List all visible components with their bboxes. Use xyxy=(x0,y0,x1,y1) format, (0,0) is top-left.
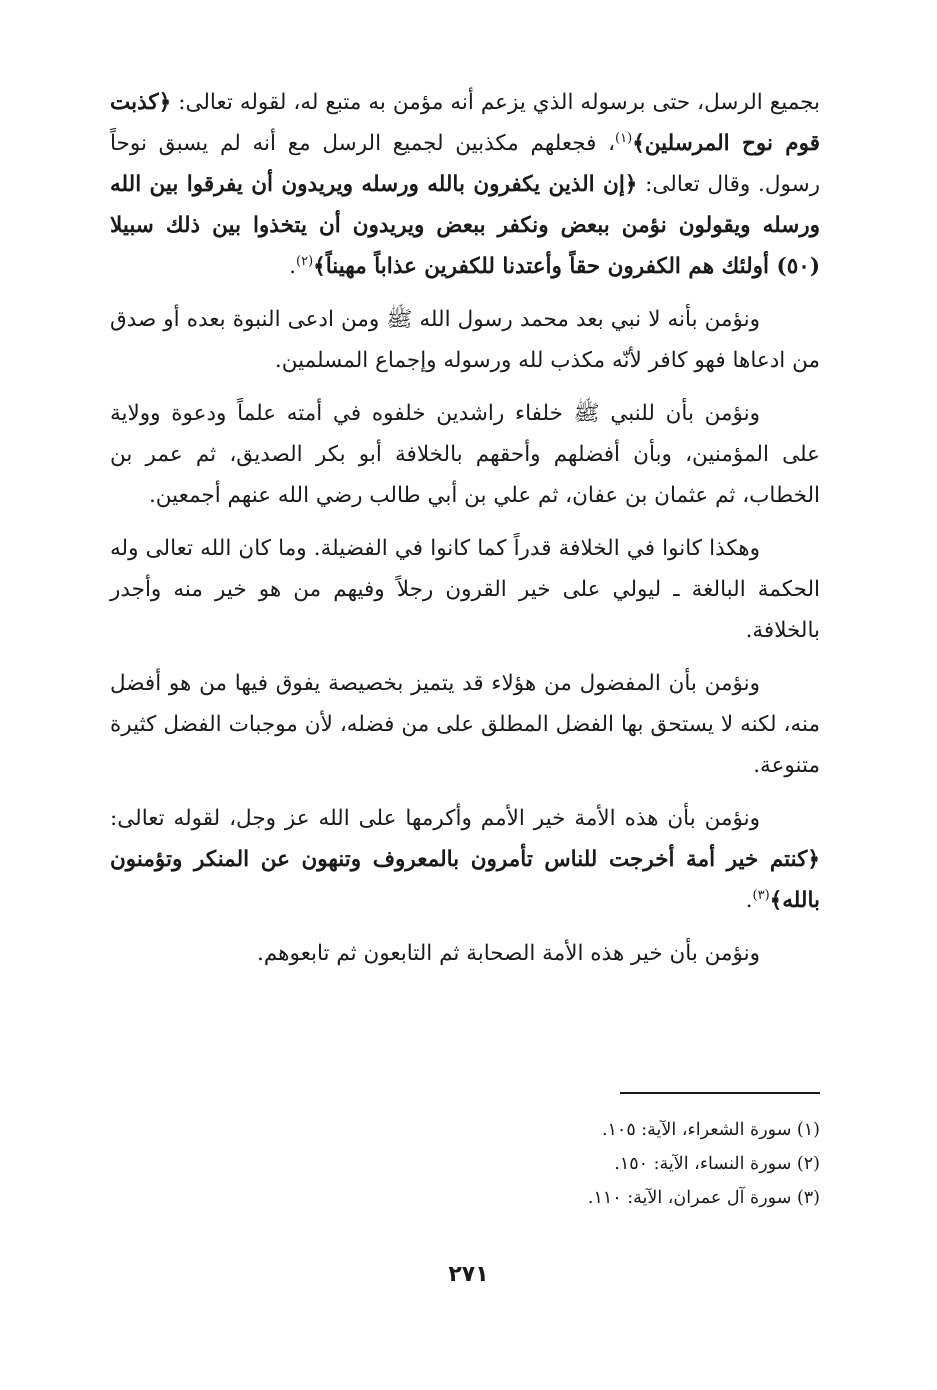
paragraph-6 xyxy=(110,798,820,921)
paragraph-6-text-a: ونؤمن بأن هذه الأمة خير الأمم وأكرمها على الله عز وجل، لقوله تعالى: xyxy=(110,806,760,831)
paragraph-2 xyxy=(110,299,820,381)
paragraph-1-text-c: . xyxy=(289,254,297,279)
paragraph-3-text: ونؤمن بأن للنبي ﷺ خلفاء راشدين خلفوه في أمته علماً ودعوة وولاية على المؤمنين، وبأن أفضلهم وأحقهم بالخلافة أبو بكر الصديق، ثم عمر بن الخطاب، ثم عثمان بن عفان، ثم علي بن أبي طالب رضي الله عنهم أجمعين. xyxy=(110,401,820,508)
quran-verse-3: ﴿كنتم خير أمة أخرجت للناس تأمرون بالمعروف وتنهون عن المنكر وتؤمنون بالله﴾ xyxy=(110,847,820,913)
paragraph-1 xyxy=(110,82,820,287)
paragraph-5-text: ونؤمن بأن المفضول من هؤلاء قد يتميز بخصيصة يفوق فيها من هو أفضل منه، لكنه لا يستحق بها الفضل المطلق على من فضله، لأن موجبات الفضل كثيرة متنوعة. xyxy=(110,671,820,778)
footnote-divider xyxy=(620,1092,820,1094)
footnote-2: (٢) سورة النساء، الآية: ١٥٠. xyxy=(614,1154,820,1174)
footnote-ref-2: (٢) xyxy=(296,253,314,269)
paragraph-1-text-b: ، فجعلهم مكذبين لجميع الرسل مع أنه لم يسبق نوحاً رسول. وقال تعالى: xyxy=(110,131,820,197)
page-number: ٢٧١ xyxy=(448,1262,489,1287)
footnotes xyxy=(110,1113,820,1215)
footnote-ref-1: (١) xyxy=(615,130,633,146)
footnote-3: (٣) سورة آل عمران، الآية: ١١٠. xyxy=(587,1188,820,1208)
paragraph-7 xyxy=(110,933,820,974)
paragraph-4 xyxy=(110,528,820,651)
quran-verse-2: ﴿إن الذين يكفرون بالله ورسله ويريدون أن يفرقوا بين الله ورسله ويقولون نؤمن ببعض ونكفر ببعض ويريدون أن يتخذوا بين ذلك سبيلا (٥٠) أولئك هم الكفرون حقاً وأعتدنا للكفرين عذاباً مهيناً﴾ xyxy=(110,172,820,279)
page-body xyxy=(110,82,820,986)
paragraph-4-text: وهكذا كانوا في الخلافة قدراً كما كانوا في الفضيلة. وما كان الله تعالى وله الحكمة البالغة ـ ليولي على خير القرون رجلاً وفيهم من هو خير منه وأجدر بالخلافة. xyxy=(110,536,820,643)
paragraph-6-text-b: . xyxy=(745,888,753,913)
paragraph-1-text-a: بجميع الرسل، حتى برسوله الذي يزعم أنه مؤمن به متبع له، لقوله تعالى: xyxy=(171,90,820,115)
footnote-1: (١) سورة الشعراء، الآية: ١٠٥. xyxy=(601,1120,820,1140)
paragraph-2-text: ونؤمن بأنه لا نبي بعد محمد رسول الله ﷺ ومن ادعى النبوة بعده أو صدق من ادعاها فهو كافر لأنّه مكذب لله ورسوله وإجماع المسلمين. xyxy=(110,307,820,373)
paragraph-7-text: ونؤمن بأن خير هذه الأمة الصحابة ثم التابعون ثم تابعوهم. xyxy=(257,941,760,966)
footnote-ref-3: (٣) xyxy=(752,887,770,903)
paragraph-5 xyxy=(110,663,820,786)
paragraph-3 xyxy=(110,393,820,516)
quran-verse-1: ﴿كذبت قوم نوح المرسلين﴾ xyxy=(110,90,820,156)
